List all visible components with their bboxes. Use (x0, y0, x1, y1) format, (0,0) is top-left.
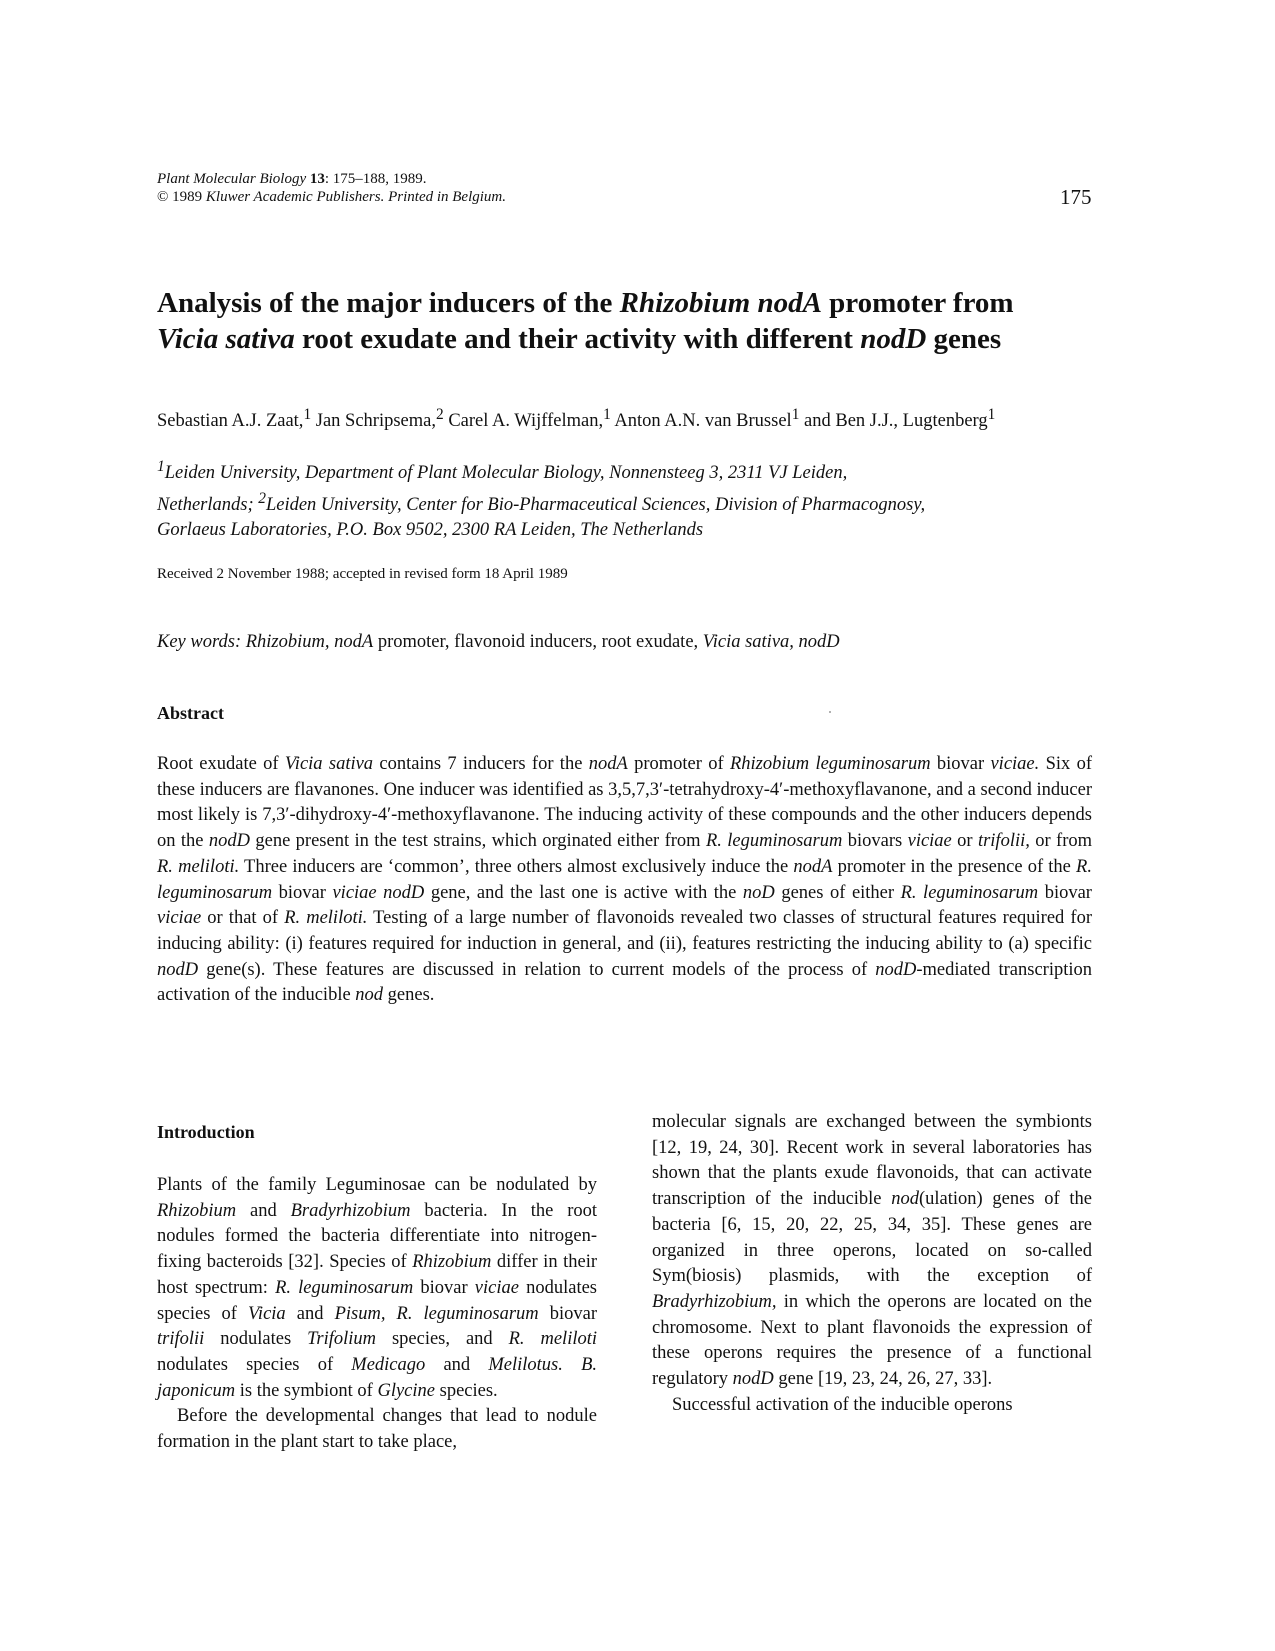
intro-paragraph-2: Before the developmental changes that lead to nodule formation in the plant start to take place, (157, 1406, 597, 1453)
introduction-left-column (157, 1173, 597, 1456)
introduction-heading: Introduction (157, 1122, 255, 1142)
intro-paragraph-4: Successful activation of the inducible operons (672, 1394, 1013, 1415)
journal-line-2: © 1989 Kluwer Academic Publishers. Printed in Belgium. (157, 189, 507, 205)
title-line-1: Analysis of the major inducers of the Rhizobium nodA promoter from (157, 287, 1014, 319)
journal-citation (157, 170, 506, 206)
speck-mark (829, 711, 831, 713)
affiliation-line-3: Gorlaeus Laboratories, P.O. Box 9502, 2300 RA Leiden, The Netherlands (157, 520, 704, 541)
abstract-text: Root exudate of Vicia sativa contains 7 inducers for the nodA promoter of Rhizobium leguminosarum biovar viciae. Six of these inducers are flavanones. One inducer was identified as 3,5,7,3′-tetrahydroxy-4′-methoxyflavanone, and a second inducer most likely is 7,3′-dihydroxy-4′-methoxyflavanone. The inducing activity of these compounds and the other inducers depends on the nodD gene present in the test strains, which orginated either from R. leguminosarum biovars viciae or trifolii, or from R. meliloti. Three inducers are ‘common’, three others almost exclusively induce the nodA promoter in the presence of the R. leguminosarum biovar viciae nodD gene, and the last one is active with the noD genes of either R. leguminosarum biovar viciae or that of R. meliloti. Testing of a large number of flavonoids revealed two classes of structural features required for inducing ability: (i) features required for induction in general, and (ii), features restricting the inducing ability to (a) specific nodD gene(s). These features are discussed in relation to current models of the process of nodD-mediated transcription activation of the inducible nod genes. (157, 754, 1093, 1006)
title-line-2: Vicia sativa root exudate and their activity with different nodD genes (157, 323, 1002, 355)
paper-title (157, 285, 1107, 357)
keywords: Key words: Rhizobium, nodA promoter, flavonoid inducers, root exudate, Vicia sativa, nodD (157, 632, 840, 652)
page-number: 175 (1060, 185, 1092, 209)
affiliation-line-1: $^1$Leiden University, Department of Plant Molecular Biology, Nonnensteeg 3, 2311 VJ Leiden, (157, 458, 848, 484)
affiliation-line-2: Netherlands; $^2$Leiden University, Center for Bio-Pharmaceutical Sciences, Division of Pharmacognosy, (157, 490, 926, 516)
affiliations (157, 454, 1092, 543)
intro-paragraph-1: Plants of the family Leguminosae can be nodulated by Rhizobium and Bradyrhizobium bacteria. In the root nodules formed the bacteria differentiate into nitrogen-fixing bacteroids [32]. Species of Rhizobium differ in their host spectrum: R. leguminosarum biovar viciae nodulates species of Vicia and Pisum, R. leguminosarum biovar trifolii nodulates Trifolium species, and R. meliloti nodulates species of Medicago and Melilotus. B. japonicum is the symbiont of Glycine species. (157, 1175, 598, 1401)
author-list: Sebastian A.J. Zaat,$^1$ Jan Schripsema,$^2$ Carel A. Wijffelman,$^1$ Anton A.N. van Brussel$^1$ and Ben J.J., Lugtenberg$^1$ (157, 406, 996, 432)
journal-line-1: Plant Molecular Biology 13: 175–188, 1989. (157, 171, 427, 187)
intro-paragraph-3: molecular signals are exchanged between the symbionts [12, 19, 24, 30]. Recent work in several laboratories has shown that the plants exude flavonoids, that can activate transcription of the inducible nod(ulation) genes of the bacteria [6, 15, 20, 22, 25, 34, 35]. These genes are organized in three operons, located on so-called Sym(biosis) plasmids, with the exception of Bradyrhizobium, in which the operons are located on the chromosome. Next to plant flavonoids the expression of these operons requires the presence of a functional regulatory nodD gene [19, 23, 24, 26, 27, 33]. (652, 1112, 1092, 1390)
introduction-right-column (652, 1110, 1092, 1418)
abstract-heading: Abstract (157, 703, 224, 723)
received-dates: Received 2 November 1988; accepted in revised form 18 April 1989 (157, 566, 568, 582)
